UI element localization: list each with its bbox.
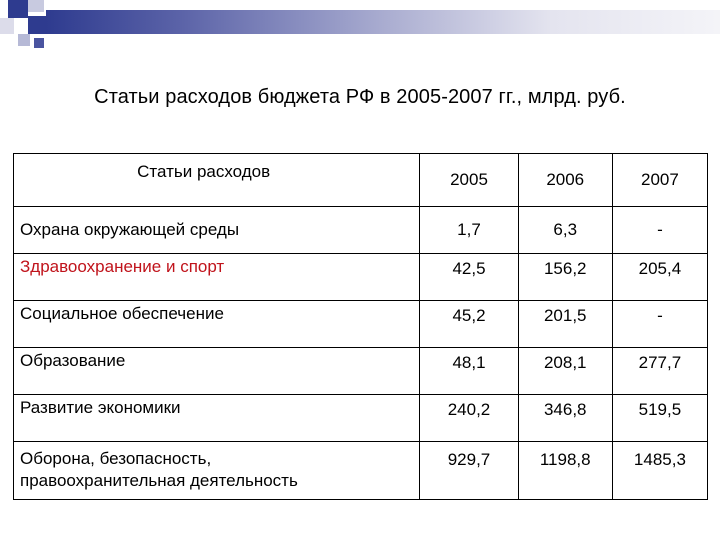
table-row xyxy=(14,207,708,254)
row-value-2006: 208,1 xyxy=(518,348,612,395)
deco-square-navy xyxy=(8,0,28,18)
row-name xyxy=(14,442,420,500)
table-row xyxy=(14,254,708,301)
deco-square-navy-3 xyxy=(34,38,44,48)
header-cell-2007: 2007 xyxy=(612,154,707,207)
row-value-2007: 1485,3 xyxy=(612,442,707,500)
deco-square-navy-2 xyxy=(28,16,46,34)
row-value-2006: 1198,8 xyxy=(518,442,612,500)
row-name-line-1: Оборона, безопасность, xyxy=(20,449,212,468)
slide-title: Статьи расходов бюджета РФ в 2005-2007 гг., млрд. руб. xyxy=(94,86,626,108)
table-row xyxy=(14,442,708,500)
row-value-2006: 6,3 xyxy=(518,207,612,254)
row-value-2005: 45,2 xyxy=(420,301,518,348)
row-value-2007: 519,5 xyxy=(612,395,707,442)
deco-gradient-bar xyxy=(46,10,720,34)
header-cell-2005: 2005 xyxy=(420,154,518,207)
row-value-2006: 201,5 xyxy=(518,301,612,348)
row-name: Охрана окружающей среды xyxy=(14,207,420,254)
header-cell-2006: 2006 xyxy=(518,154,612,207)
row-value-2005: 929,7 xyxy=(420,442,518,500)
table-row xyxy=(14,395,708,442)
row-value-2005: 42,5 xyxy=(420,254,518,301)
header-decoration xyxy=(0,0,720,60)
deco-square-mid xyxy=(18,34,30,46)
deco-square-light-2 xyxy=(0,18,14,34)
row-name: Здравоохранение и спорт xyxy=(14,254,420,301)
row-value-2005: 1,7 xyxy=(420,207,518,254)
row-value-2006: 156,2 xyxy=(518,254,612,301)
row-value-2005: 48,1 xyxy=(420,348,518,395)
deco-square-light xyxy=(28,0,44,12)
row-name: Социальное обеспечение xyxy=(14,301,420,348)
row-value-2006: 346,8 xyxy=(518,395,612,442)
row-value-2007: 277,7 xyxy=(612,348,707,395)
header-cell-category: Статьи расходов xyxy=(14,154,420,207)
row-value-2005: 240,2 xyxy=(420,395,518,442)
row-value-2007: - xyxy=(612,207,707,254)
budget-table xyxy=(13,153,708,500)
table-row xyxy=(14,348,708,395)
table-row xyxy=(14,301,708,348)
row-name-line-2: правоохранительная деятельность xyxy=(20,471,298,490)
row-name: Развитие экономики xyxy=(14,395,420,442)
row-value-2007: - xyxy=(612,301,707,348)
row-value-2007: 205,4 xyxy=(612,254,707,301)
table-header-row xyxy=(14,154,708,207)
row-name: Образование xyxy=(14,348,420,395)
